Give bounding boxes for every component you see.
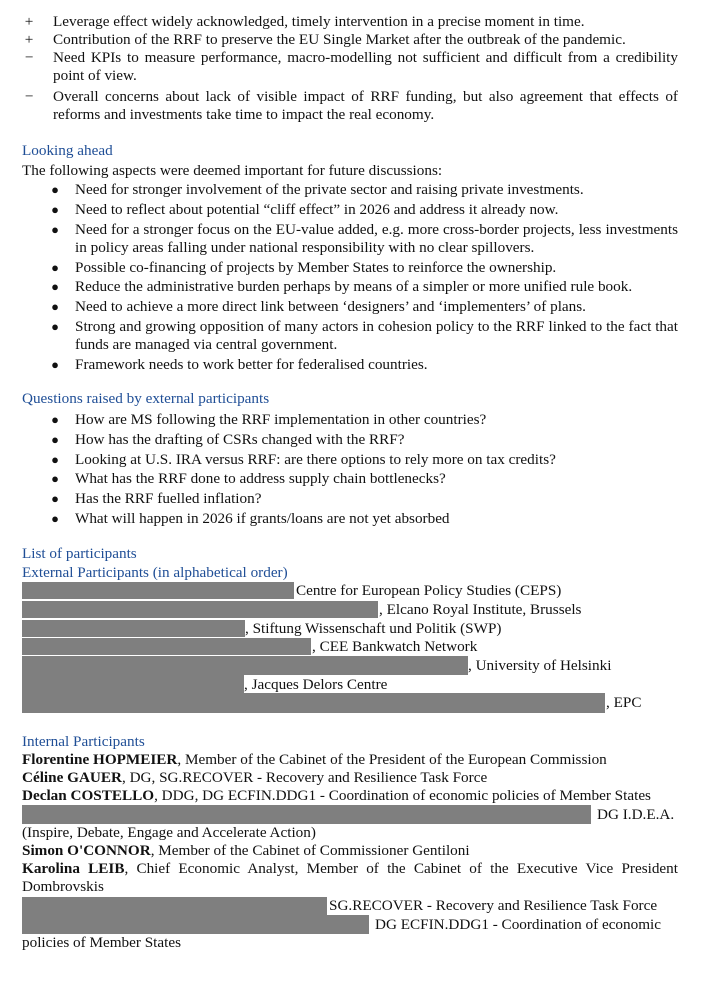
- questions-heading: Questions raised by external participants: [22, 390, 270, 407]
- list-item: Possible co-financing of projects by Member States to reinforce the ownership.: [75, 259, 557, 276]
- list-item: What will happen in 2026 if grants/loans are not yet absorbed: [75, 510, 450, 527]
- plus-sign: +: [24, 13, 34, 30]
- bullet-icon: ●: [51, 182, 59, 197]
- minus-sign: −: [24, 88, 34, 105]
- participant-name: Céline GAUER: [22, 769, 122, 786]
- assessment-item: Need KPIs to measure performance, macro-modelling not sufficient and difficult from a credibility point of view.: [53, 49, 678, 85]
- looking-ahead-intro: The following aspects were deemed important for future discussions:: [22, 162, 443, 179]
- list-item: Reduce the administrative burden perhaps by means of a simpler or more unified rule book.: [75, 278, 633, 295]
- internal-participant: [22, 860, 678, 878]
- bullet-icon: ●: [51, 319, 59, 334]
- bullet-icon: ●: [51, 299, 59, 314]
- list-item: Looking at U.S. IRA versus RRF: are there options to rely more on tax credits?: [75, 451, 556, 468]
- list-item: Framework needs to work better for federalised countries.: [75, 356, 428, 373]
- minus-sign: −: [24, 49, 34, 66]
- participant-role: DG ECFIN.DDG1 - Coordination of economic: [375, 916, 661, 933]
- list-item: How are MS following the RRF implementation in other countries?: [75, 411, 487, 428]
- redaction-block: [22, 693, 605, 713]
- participant-role: DG I.D.E.A.: [597, 806, 675, 823]
- external-participant: , EPC: [606, 694, 642, 711]
- bullet-icon: ●: [51, 491, 59, 506]
- assessment-item: Contribution of the RRF to preserve the EU Single Market after the outbreak of the pandemic.: [53, 31, 626, 48]
- bullet-icon: ●: [51, 202, 59, 217]
- participant-role: , Chief Economic Analyst, Member of the Cabinet of the Executive Vice President: [124, 860, 678, 877]
- bullet-icon: ●: [51, 452, 59, 467]
- internal-participant: [22, 842, 470, 860]
- plus-sign: +: [24, 31, 34, 48]
- participant-name: Karolina LEIB: [22, 860, 125, 877]
- bullet-icon: ●: [51, 357, 59, 372]
- list-item: Need to reflect about potential “cliff effect” in 2026 and address it already now.: [75, 201, 559, 218]
- bullet-icon: ●: [51, 279, 59, 294]
- bullet-icon: ●: [51, 511, 59, 526]
- participant-name: Declan COSTELLO: [22, 787, 155, 804]
- list-item: Need for stronger involvement of the private sector and raising private investments.: [75, 181, 584, 198]
- assessment-item: Leverage effect widely acknowledged, timely intervention in a precise moment in time.: [53, 13, 585, 30]
- bullet-icon: ●: [51, 432, 59, 447]
- list-item: How has the drafting of CSRs changed with the RRF?: [75, 431, 405, 448]
- internal-participant: [22, 751, 607, 769]
- list-item: Need to achieve a more direct link between ‘designers’ and ‘implementers’ of plans.: [75, 298, 586, 315]
- participant-role: (Inspire, Debate, Engage and Accelerate Action): [22, 824, 316, 841]
- list-item: Strong and growing opposition of many actors in cohesion policy to the RRF linked to the fact that funds are managed via central government.: [75, 318, 678, 354]
- internal-participants-heading: Internal Participants: [22, 733, 145, 750]
- assessment-item: Overall concerns about lack of visible impact of RRF funding, but also agreement that effects of reforms and investments take time to impact the real economy.: [53, 88, 678, 124]
- participants-heading: List of participants: [22, 545, 137, 562]
- external-participant: , Elcano Royal Institute, Brussels: [379, 601, 582, 618]
- participant-role: Dombrovskis: [22, 878, 104, 895]
- redaction-block: [22, 915, 369, 934]
- participant-role: , Member of the Cabinet of the President of the European Commission: [177, 751, 607, 768]
- redaction-block: [22, 620, 245, 637]
- participant-role: SG.RECOVER - Recovery and Resilience Task Force: [329, 897, 658, 914]
- redaction-block: [22, 805, 591, 824]
- external-participant: , Stiftung Wissenschaft und Politik (SWP): [245, 620, 502, 637]
- participant-role: , DG, SG.RECOVER - Recovery and Resilience Task Force: [121, 769, 488, 786]
- external-participant: , CEE Bankwatch Network: [312, 638, 478, 655]
- redaction-block: [22, 656, 468, 675]
- redaction-block: [22, 638, 311, 655]
- bullet-icon: ●: [51, 260, 59, 275]
- bullet-icon: ●: [51, 222, 59, 237]
- bullet-icon: ●: [51, 412, 59, 427]
- list-item: Need for a stronger focus on the EU-value added, e.g. more cross-border projects, less investments in policy areas falling under national responsibility with no clear spillovers.: [75, 221, 678, 257]
- list-item: What has the RRF done to address supply chain bottlenecks?: [75, 470, 446, 487]
- bullet-icon: ●: [51, 471, 59, 486]
- participant-name: Simon O'CONNOR: [22, 842, 151, 859]
- external-participant: , Jacques Delors Centre: [244, 676, 388, 693]
- participant-role: policies of Member States: [22, 934, 182, 951]
- internal-participant: [22, 787, 651, 805]
- participant-name: Florentine HOPMEIER: [22, 751, 178, 768]
- redaction-block: [22, 601, 378, 618]
- external-participants-heading: External Participants (in alphabetical order): [22, 564, 288, 581]
- redaction-block: [22, 897, 327, 915]
- redaction-block: [22, 582, 294, 599]
- participant-role: , DDG, DG ECFIN.DDG1 - Coordination of economic policies of Member States: [154, 787, 651, 804]
- list-item: Has the RRF fuelled inflation?: [75, 490, 262, 507]
- internal-participant: [22, 769, 487, 787]
- external-participant: Centre for European Policy Studies (CEPS): [296, 582, 562, 599]
- external-participant: , University of Helsinki: [468, 657, 612, 674]
- participant-role: , Member of the Cabinet of Commissioner Gentiloni: [150, 842, 470, 859]
- redaction-block: [22, 675, 244, 693]
- looking-ahead-heading: Looking ahead: [22, 142, 113, 159]
